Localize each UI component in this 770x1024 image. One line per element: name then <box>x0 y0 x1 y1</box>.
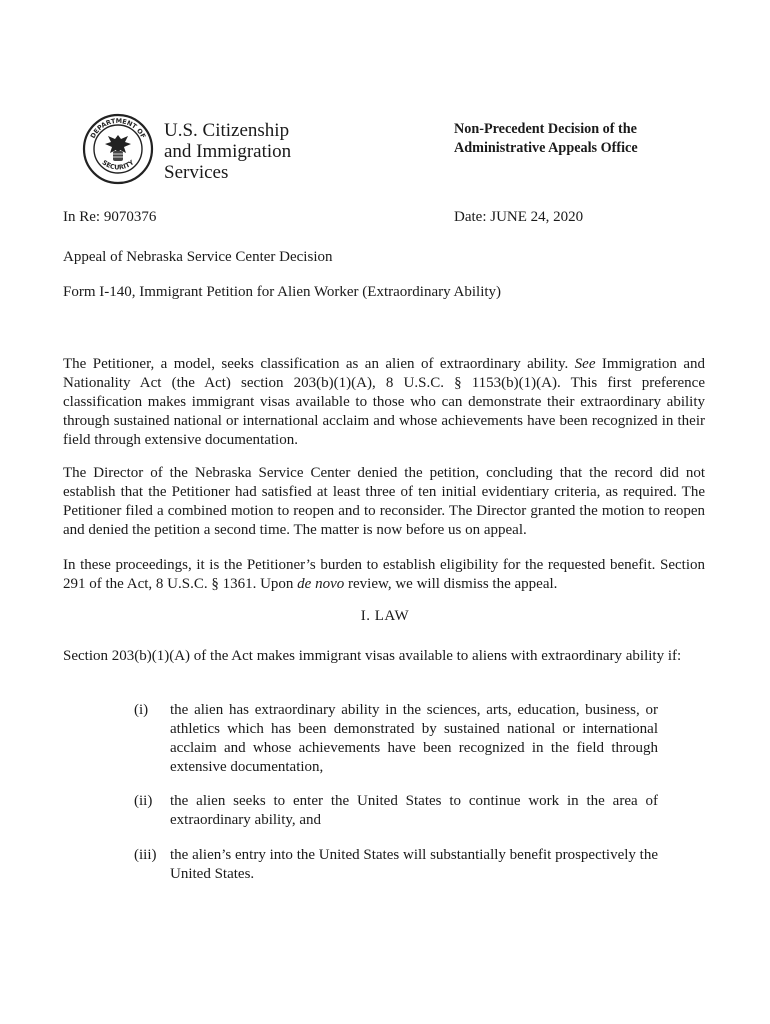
see-signal: See <box>574 356 596 372</box>
list-item-text: the alien seeks to enter the United States to continue work in the area of extraordinary ability, and <box>170 793 658 828</box>
paragraph-burden <box>63 556 705 594</box>
paragraph-text: The Petitioner, a model, seeks classification as an alien of extraordinary ability. <box>63 356 575 372</box>
agency-name <box>164 120 291 183</box>
form-title: Form I-140, Immigrant Petition for Alien Worker (Extraordinary Ability) <box>63 284 502 300</box>
list-item <box>134 846 674 886</box>
agency-line-2: and Immigration <box>164 141 292 162</box>
decision-line-1: Non-Precedent Decision of the <box>454 121 637 137</box>
paragraph-text: review, we will dismiss the appeal. <box>344 576 558 592</box>
decision-date: Date: JUNE 24, 2020 <box>454 209 584 225</box>
de-novo-italic: de novo <box>297 576 345 592</box>
list-item-text: the alien’s entry into the United States will substantially benefit prospectively the United States. <box>170 847 658 882</box>
agency-line-1: U.S. Citizenship <box>164 120 290 141</box>
svg-text:DEPARTMENT OF: DEPARTMENT OF <box>88 116 148 140</box>
svg-text:SECURITY: SECURITY <box>100 158 136 172</box>
list-item <box>134 701 674 781</box>
paragraph-director: The Director of the Nebraska Service Center denied the petition, concluding that the record did not establish that the Petitioner had satisfied at least three of ten initial evidentiary criteria, as required. The Petitioner filed a combined motion to reopen and to reconsider. The Director granted the motion to reopen and denied the petition a second time. The matter is now before us on appeal. <box>63 465 705 538</box>
decision-line-2: Administrative Appeals Office <box>454 140 638 156</box>
list-item-number: (i) <box>134 702 149 718</box>
list-item <box>134 792 674 832</box>
paragraph-text: In these proceedings, it is the Petitioner’s burden to establish eligibility for the requested benefit. Section 291 of the Act, 8 U.S.C. § 1361. Upon <box>63 557 705 592</box>
decision-heading <box>454 120 638 158</box>
list-item-number: (iii) <box>134 847 157 863</box>
list-item-text: the alien has extraordinary ability in the sciences, arts, education, business, or athletics which has been demonstrated by sustained national or international acclaim and whose achievements have been recognized in the field through extensive documentation, <box>170 702 658 775</box>
section-heading-law: I. LAW <box>360 608 410 624</box>
appeal-title: Appeal of Nebraska Service Center Decision <box>63 249 333 265</box>
dhs-seal-icon <box>82 113 154 185</box>
paragraph-petitioner <box>63 355 705 450</box>
paragraph-section-203: Section 203(b)(1)(A) of the Act makes immigrant visas available to aliens with extraordinary ability if: <box>63 648 682 664</box>
case-number: In Re: 9070376 <box>63 209 157 225</box>
list-item-number: (ii) <box>134 793 153 809</box>
agency-line-3: Services <box>164 162 229 183</box>
paragraph-text: Immigration and Nationality Act (the Act) section 203(b)(1)(A), 8 U.S.C. § 1153(b)(1)(A). This first preference classification makes immigrant visas available to those who can demonstrate their extraordinary ability through sustained national or international acclaim and whose achievements have been recognized in their field through extensive documentation. <box>63 356 705 448</box>
